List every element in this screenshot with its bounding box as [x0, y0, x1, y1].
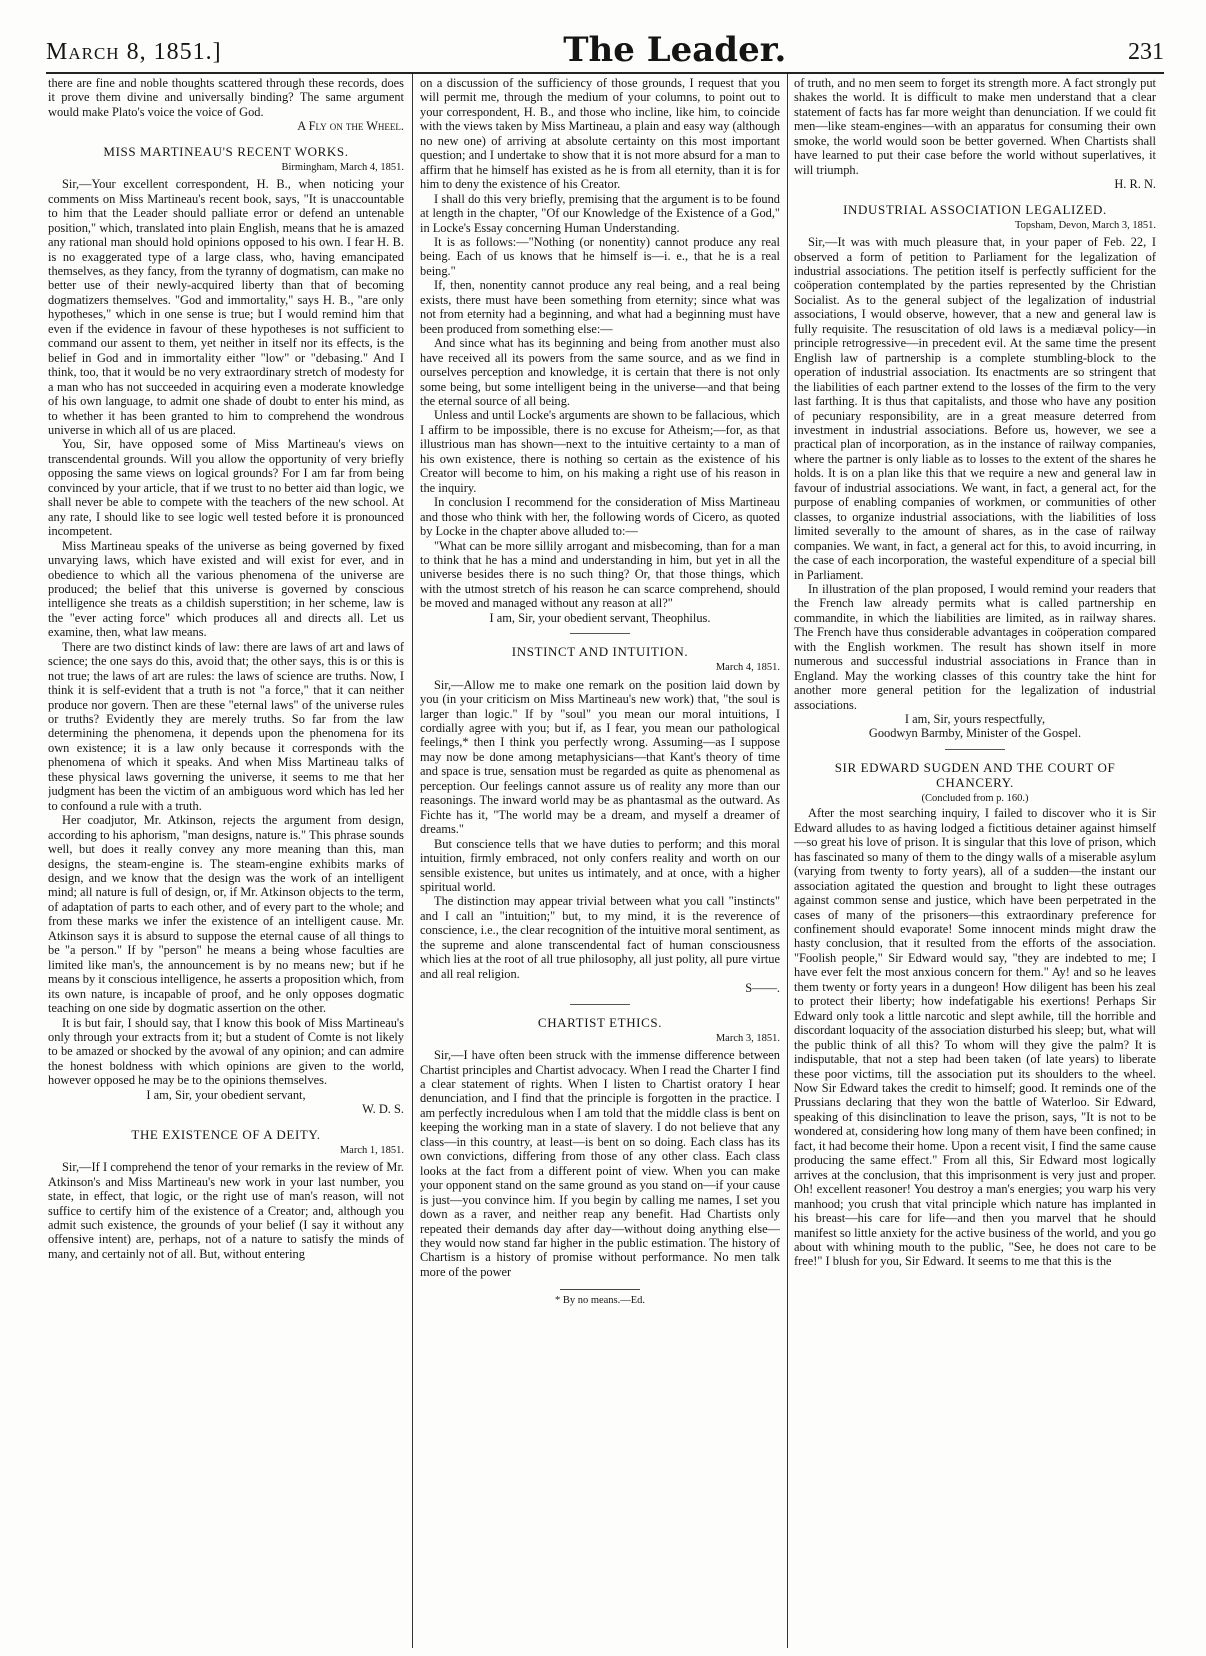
paragraph: Sir,—I have often been struck with the immense difference between Chartist principles and Chartist advocacy. When I read the Charter I find a clear statement of rights. When I listen to Chartist oratory I hear denunciation, and I find that the principle is forgotten in the practice. I am perfectly incredulous when I am told that the middle class is bent on keeping the working man in a state of slavery. I do not believe that any class—in this country, at least—is bent on so doing. Each class has its own convictions, differing from those of any other class. Each class looks at the fact from a different point of view. When you can make your opponent stand on the same ground as you stand on—if your cause is just—you convince him. If you begin by calling me names, I set you down as a raver, and neither reap any benefit. Had Chartists only repeated their demands day after day—without doing anything else—they would now stand far higher in the public estimation. The history of Chartism is a history of promise without performance. No men talk more of the power: [420, 1048, 780, 1279]
column-rule: [412, 74, 413, 1648]
paragraph: Unless and until Locke's arguments are shown to be fallacious, which I affirm to be impossible, there is no excuse for Atheism;—for, as that illustrious man has shown—next to the intuitive certainty to a man of his own existence, there is nothing so certain as the existence of his Creator will become to him, on his making a right use of his reason in the inquiry.: [420, 408, 780, 495]
page-number: 231: [1127, 39, 1164, 65]
paragraph: In conclusion I recommend for the consideration of Miss Martineau and those who think with her, the following words of Cicero, as quoted by Locke in the chapter above alluded to:—: [420, 495, 780, 539]
paragraph: But conscience tells that we have duties to perform; and this moral intuition, firmly embraced, not only confers reality and worth on our sensible existence, but unites us intimately, and at once, with a higher spiritual world.: [420, 836, 780, 895]
page-header: [46, 28, 1164, 74]
paragraph: Sir,—If I comprehend the tenor of your remarks in the review of Mr. Atkinson's and Miss Martineau's new work in your last number, you state, in effect, that logic, or the right use of man's reason, will not suffice to certify him of the existence of a Creator; and, although you admit such existence, the grounds of your belief (I say it without any offensive intent) are, perhaps, not of a nature to satisfy the minds of many, and certainly not of all. But, without entering: [48, 1160, 404, 1261]
paragraph: there are fine and noble thoughts scattered through these records, does it prove them divine and universally binding? The same argument would make Plato's voice the voice of God.: [48, 76, 404, 119]
closing: I am, Sir, your obedient servant, Theophilus.: [489, 610, 711, 625]
dateline: March 3, 1851.: [715, 1032, 780, 1044]
paragraph: "What can be more sillily arrogant and misbecoming, than for a man to think that he has a mind and understanding in him, but yet in all the universe besides there is no such thing? Or, that those things, which with the utmost stretch of his reason he can scarce comprehend, should be moved and managed without any reason at all?": [420, 538, 780, 611]
paragraph: It is but fair, I should say, that I know this book of Miss Martineau's only through your extracts from it; but a student of Comte is not likely to be amazed or shocked by the avowal of any opinion; and can admire the honest boldness with which opinions are given to the world, however opposed he may be to the opinions themselves.: [48, 1015, 404, 1088]
column-1: [48, 76, 404, 1648]
signature: A Fly on the Wheel.: [297, 119, 404, 134]
signature: H. R. N.: [1114, 177, 1156, 192]
signature: Goodwyn Barmby, Minister of the Gospel.: [868, 726, 1082, 741]
section-divider: [570, 633, 630, 634]
column-rule: [787, 74, 788, 1648]
paragraph: There are two distinct kinds of law: there are laws of art and laws of science; the one says do this, avoid that; the other says, this is or this is not true; the laws of art are rules: the laws of science are truths. Now, I think it is self-evident that a truth is not "a force," that it can neither produce nor govern. Then are these "eternal laws" of the universe rules or truths? Evidently they are merely truths. So far from the law determining the phenomena, it depends upon the phenomena for its own existence; it is a law only because it corresponds with the phenomena of which it speaks. And when Miss Martineau talks of these physical laws governing the universe, it seems to me that her judgment has been the victim of an ambiguous word which has led her to confound a rule with a truth.: [48, 639, 404, 813]
signature: S——.: [745, 981, 780, 996]
signature: W. D. S.: [362, 1102, 404, 1117]
dateline: March 1, 1851.: [339, 1144, 404, 1156]
paragraph: I shall do this very briefly, premising that the argument is to be found at length in the chapter, "Of our Knowledge of the Existence of a God," in Locke's Essay concerning Human Understanding.: [420, 191, 780, 235]
issue-date: March 8, 1851.]: [46, 39, 222, 65]
paragraph: Sir,—It was with much pleasure that, in your paper of Feb. 22, I observed a form of petition to Parliament for the legalization of industrial associations. The petition itself is perfectly sufficient for the coöperation contemplated by the parties represented by the Christian Socialist. As to the general subject of the legalization of industrial associations, I would observe, however, that a new and general law is fully requisite. The resuscitation of old laws is a mediæval policy—in principle retrogressive—in precedent evil. At the same time the present English law of partnership is a complete stumbling-block to the operation of industrial association. Its enactments are so stringent that the liabilities of each partner extend to the losses of the firm to the very last farthing. It is thus that capitalists, and those who have any position of pecuniary responsibility, are in a great measure deterred from investment in industrial associations. Before us, however, we see a practical plan of incorporation, as in the instance of railway companies, where the partner is only liable as to losses to the extent of the shares he holds. It is on a plan like this that we require a new and general law in favour of industrial associations. We want, in fact, a general act, for the purpose of enabling companies of workmen, or communities of other classes, to organize industrial associations, with the liabilities of loss limited severally to the amount of shares, as in the case of railway companies. We want, in fact, a general act for this, to avoid incurring, in the case of each incorporation, the wasteful expenditure of a special bill in Parliament.: [794, 235, 1156, 582]
article-title: SIR EDWARD SUGDEN AND THE COURT OF CHANCERY.: [834, 759, 1116, 790]
closing: I am, Sir, your obedient servant,: [146, 1087, 306, 1102]
paragraph: on a discussion of the sufficiency of those grounds, I request that you will permit me, through the medium of your columns, to point out to your correspondent, H. B., and those who incline, like him, to coincide with the views taken by Miss Martineau, a plain and easy way (although no new one) of arriving at absolute certainty on this most important question; and I undertake to show that it is not more absurd for a man to affirm that he himself has existed as he is from all eternity, than it is for him to deny the existence of his Creator.: [420, 76, 780, 192]
masthead-title: The Leader.: [563, 30, 787, 70]
paragraph: And since what has its beginning and being from another must also have received all its powers from the same source, and as we find in ourselves perception and knowledge, it is certain that there is not only some being, but some intelligent being in the universe—and that being the eternal source of all being.: [420, 336, 780, 408]
paragraph: If, then, nonentity cannot produce any real being, and a real being exists, there must have been something from eternity; since what was not from eternity had a beginning, and what had a beginning must have been produced from something else:—: [420, 278, 780, 336]
paragraph: Miss Martineau speaks of the universe as being governed by fixed unvarying laws, which have existed and will exist for ever, and in obedience to which all the various phenomena of the universe are produced; the belief that this universe is governed by conscious intelligence she treats as a childish superstition; in her scheme, law is the "ever acting force" which produces all and directs all. Let us examine, then, what law means.: [48, 538, 404, 640]
dateline: Topsham, Devon, March 3, 1851.: [1015, 219, 1156, 231]
paragraph: Sir,—Allow me to make one remark on the position laid down by you (in your criticism on Miss Martineau's new work) that, "the soul is larger than logic." If by "soul" you mean our moral intuitions, I cordially agree with you; but if, as I fear, you mean our pathological feelings,* then I think you perfectly wrong. Assuming—as I suppose may now be done among metaphysicians—that Kant's theory of time and space is true, sensation must be regarded as quite as phenomenal as perception. Our feelings cannot assure us of reality any more than our reasonings. The inward world may be as phantasmal as the outward. As Fichte has it, "The world may be a dream, and myself a dreamer of dreams.": [420, 677, 780, 837]
paragraph: After the most searching inquiry, I failed to discover who it is Sir Edward alludes to as having lodged a fictitious detainer against himself—so great his love of prison. It is singular that this love of prison, which has fascinated so many of them to the dingy walls of a miserable asylum (varying from twenty to forty years), all of a sudden—the instant our association agitated the question and brought to light these outrages against common sense and justice, which have been perpetrated in the cases of many of the prisoners—this extraordinary preference for confinement should evaporate! Some innocent minds might draw the hasty conclusion, that it resulted from the efforts of the association. "Foolish people," Sir Edward would say, "they are indebted to me; I have ever felt the most anxious concern for them." Ay! and so he leaves them twenty or forty years in a dungeon! How diligent has been his zeal to protect their liberty; how indefatigable his exertions! Perhaps Sir Edward only took a little narcotic and slept awhile, till the horrible and discordant loquacity of the association disturbed his sleep; but, what will the public think of all this? To whom will they give the palm? It is indisputable, that not a step had been taken (of late years) to liberate these poor victims, till the association put its shoulders to the wheel. Now Sir Edward takes the credit to himself; good. It reminds one of the Prussians declaring that they won the battle of Waterloo. Sir Edward, speaking of this disinclination to leave the prison, says, "It is not to be wondered at, considering how long many of them have been confined; in fact, it had become their home. Upon a recent visit, I find the same cause producing the same effect." From all this, Sir Edward most logically arrives at the conclusion, that this imprisonment is very just and proper. Oh! excellent reasoner! You destroy a man's energies; you warp his very manhood; you crush that vital principle which nature has implanted in his breast—his care for life—and then you marvel that he should manifest so little anxiety for the active business of the world, and you go about with whining mouth to the public, "See, he does not care to be free!" I blush for you, Sir Edward. It seems to me that this is the: [794, 806, 1156, 1269]
article-title: INDUSTRIAL ASSOCIATION LEGALIZED.: [843, 201, 1107, 217]
paragraph: Her coadjutor, Mr. Atkinson, rejects the argument from design, according to his aphorism, "man designs, nature is." This phrase sounds well, but does it really convey any more meaning than this, man designs, the steam-engine is. The steam-engine exhibits marks of design, and we know that the design was the work of an intelligent mind; all nature is full of design, or, if Mr. Atkinson objects to the term, of adaptation of parts to each other, and of every part to the whole; and from these marks we infer the existence of an intelligent cause. Mr. Atkinson says it is absurd to suppose the eternal cause of all things to be "a person." If by "person" he means a being whose faculties are limited like man's, the announcement is by no means new; but if he means by it conscious intelligence, he asserts a proposition which, from its own nature, is incapable of proof, and he only opposes dogmatic teaching on one side by dogmatic assertion on the other.: [48, 813, 404, 1016]
column-2: [420, 76, 780, 1648]
paragraph: In illustration of the plan proposed, I would remind your readers that the French law already permits what is called partnership en commandite, in which the liabilities are limited, as in railway shares. The French have thus considerable advantages in coöperation compared with the English workmen. The result has shown itself in more numerous and successful industrial associations in France than in England. May the working classes of this country take the hint for another more general petition for the legalization of industrial associations.: [794, 581, 1156, 712]
article-subtitle: (Concluded from p. 160.): [921, 792, 1029, 804]
paragraph: It is as follows:—"Nothing (or nonentity) cannot produce any real being. Each of us knows that he himself is—i. e., that he is a real being.": [420, 234, 780, 278]
footnote-rule: [560, 1289, 640, 1290]
article-title: CHARTIST ETHICS.: [537, 1014, 663, 1030]
section-divider: [570, 1004, 630, 1005]
paragraph: Sir,—Your excellent correspondent, H. B., when noticing your comments on Miss Martineau's recent book, says, "It is unaccountable to him that the Leader should palliate error or defend an untenable position," which, translated into plain English, means that he is amazed any rational man should hold opinions opposed to his own. I fear H. B. is no exaggerated type of a large class, who, having emancipated themselves, as they fancy, from the tyranny of dogmatism, can make no better use of their newly-acquired liberty than that of becoming dogmatizers themselves. "God and immortality," says H. B., "are only hypotheses," which in one sense is true; but I would remind him that even if the evidence in favour of these hypotheses is not sufficient to command our assent to them, yet neither in itself nor its effects, is the belief in God and in immortality either "low" or "debasing." And I think, too, that it would be no very extraordinary stretch of modesty for a man who has not succeeded in acquiring even a moderate knowledge of his own language, to admit one shade of doubt to enter his mind, as to whether it has been granted to him to comprehend the wondrous universe in which all of us are placed.: [48, 177, 404, 437]
dateline: March 4, 1851.: [715, 662, 780, 674]
paragraph: of truth, and no men seem to forget its strength more. A fact strongly put shakes the world. It is difficult to make men understand that a clear statement of facts has far more weight than denunciation. If we could fit men—like steam-engines—with an apparatus for consuming their own smoke, the world would soon be better governed. When Chartists shall have learned to put their case before the world without superlatives, it will triumph.: [794, 76, 1156, 177]
article-title: INSTINCT AND INTUITION.: [511, 644, 689, 660]
dateline: Birmingham, March 4, 1851.: [281, 161, 404, 173]
article-title: MISS MARTINEAU'S RECENT WORKS.: [103, 143, 349, 159]
article-title: THE EXISTENCE OF A DEITY.: [131, 1126, 321, 1142]
column-3: [794, 76, 1156, 1648]
closing: I am, Sir, yours respectfully,: [904, 712, 1046, 727]
footnote: * By no means.—Ed.: [554, 1295, 646, 1307]
paragraph: You, Sir, have opposed some of Miss Martineau's views on transcendental grounds. Will you allow the opportunity of very briefly opposing the same views on logical grounds? For I am far from being convinced by your article, that if we trust to no better aid than logic, we shall never be able to compete with the teachers of the new school. At any rate, I should like to see logic well tested before it is pronounced incompetent.: [48, 437, 404, 539]
paragraph: The distinction may appear trivial between what you call "instincts" and I call an "intuition;" but, to my mind, it is the reverence of conscience, i.e., the clear recognition of the intuitive moral sentiment, as the supreme and alone transcendental fact of human consciousness which lies at the root of all true philosophy, all just polity, all pure virtue and all real religion.: [420, 894, 780, 981]
section-divider: [945, 749, 1005, 750]
